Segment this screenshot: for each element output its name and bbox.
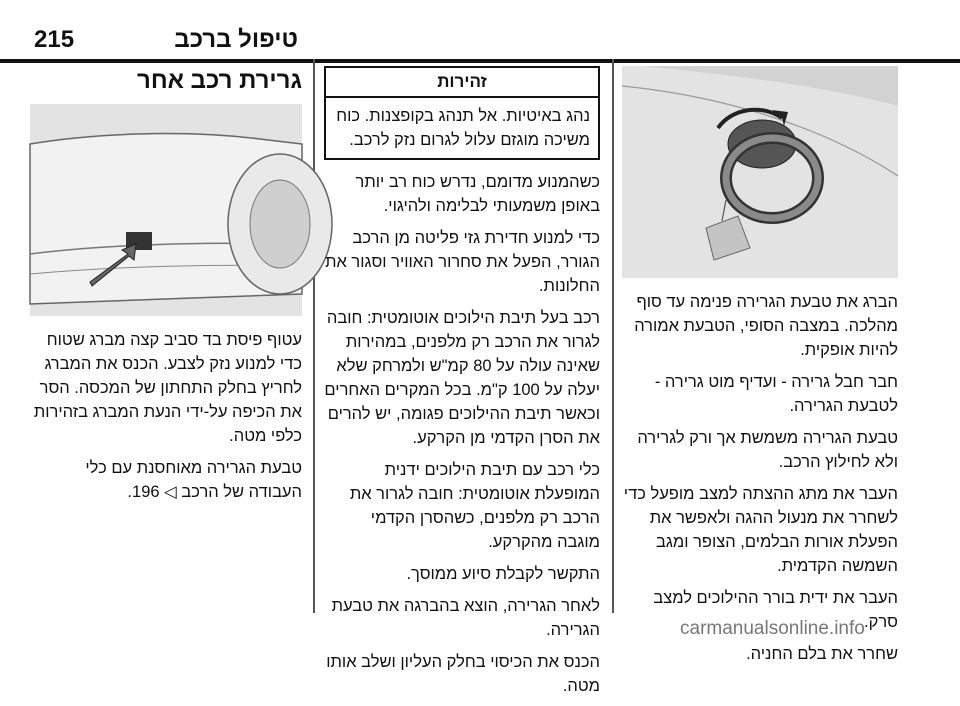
paragraph-screw-in: הברג את טבעת הגרירה פנימה עד סוף מהלכה. במצבה הסופי, הטבעת אמורה להיות אופקית. <box>634 293 898 359</box>
section-title: גרירת רכב אחר <box>137 67 302 94</box>
paragraph-attach-rope: חבר חבל גרירה - ועדיף מוט גרירה - לטבעת הגרירה. <box>654 373 898 415</box>
paragraph-manual-automated: כלי רכב עם תיבת הילוכים ידנית המופעלת אוטומטית: חובה לגרור את הרכב רק מלפנים, כשהסרן הקדמי מוגבה מהקרקע. <box>349 461 600 551</box>
warning-body: נהג באיטיות. אל תנהג בקופצנות. כוח משיכה מוגזם עלול לגרום נזק לרכב. <box>336 107 590 149</box>
paragraph-unscrew-ring: לאחר הגרירה, הוצא בהברגה את טבעת הגרירה. <box>331 597 600 639</box>
middle-column <box>324 66 600 706</box>
chapter-title: טיפול ברכב <box>174 26 298 53</box>
paragraph-parking-brake: שחרר את בלם החניה. <box>746 645 898 663</box>
column-divider-right <box>612 59 614 613</box>
watermark: carmanualsonline.info <box>680 618 865 639</box>
rear-bumper-illustration <box>30 104 302 316</box>
towing-eye-drawing <box>622 66 898 278</box>
paragraph-ignition: העבר את מתג ההצתה למצב מופעל כדי לשחרר את מנעול ההגה ולאפשר את הפעלת אורות הבלמים, הצופר ומגב השמשה הקדמית. <box>623 485 898 575</box>
paragraph-insert-cap: הכנס את הכיסוי בחלק העליון ושלב אותו מטה. <box>326 653 600 695</box>
rear-bumper-drawing <box>30 104 302 316</box>
right-column <box>622 66 898 674</box>
column-divider-left <box>313 59 315 613</box>
page-number: 215 <box>34 26 75 53</box>
warning-box <box>324 66 600 160</box>
page-header <box>0 0 960 62</box>
ring-storage-text: טבעת הגרירה מאוחסנת עם כלי העבודה של הרכב ◁ 196. <box>85 459 302 501</box>
paragraph-engine-off: כשהמנוע מדומם, נדרש כוח רב יותר באופן משמעותי לבלימה ולהיגוי. <box>355 173 600 215</box>
paragraph-call-workshop: התקשר לקבלת סיוע ממוסך. <box>406 565 600 583</box>
cap-removal-text: עטוף פיסת בד סביב קצה מברג שטוח כדי למנוע נזק לצבע. הכנס את המברג לחריץ בחלק התחתון של המכסה. הסר את הכיפה על-ידי הנעת המברג בזהירות כלפי מטה. <box>33 331 302 445</box>
paragraph-automatic: רכב בעל תיבת הילוכים אוטומטית: חובה לגרור את הרכב רק מלפנים, במהירות שאינה עולה על 80 קמ"ש ולמרחק שלא יעלה על 100 ק"מ. בכל המקרים האחרים וכאשר תיבת ההילוכים פגומה, יש להרים את הסרן הקדמי מן הקרקע. <box>324 309 600 447</box>
warning-heading: זהירות <box>326 68 598 98</box>
paragraph-exhaust: כדי למנוע חדירת גזי פליטה מן הרכב הגורר, הפעל את סחרור האוויר וסגור את החלונות. <box>325 229 600 295</box>
towing-eye-illustration <box>626 66 898 278</box>
left-column <box>30 60 302 512</box>
paragraph-ring-use: טבעת הגרירה משמשת אך ורק לגרירה ולא לחילוץ הרכב. <box>637 429 898 471</box>
paragraph-neutral: העבר את ידית בורר ההילוכים למצב סרק. <box>653 589 898 631</box>
